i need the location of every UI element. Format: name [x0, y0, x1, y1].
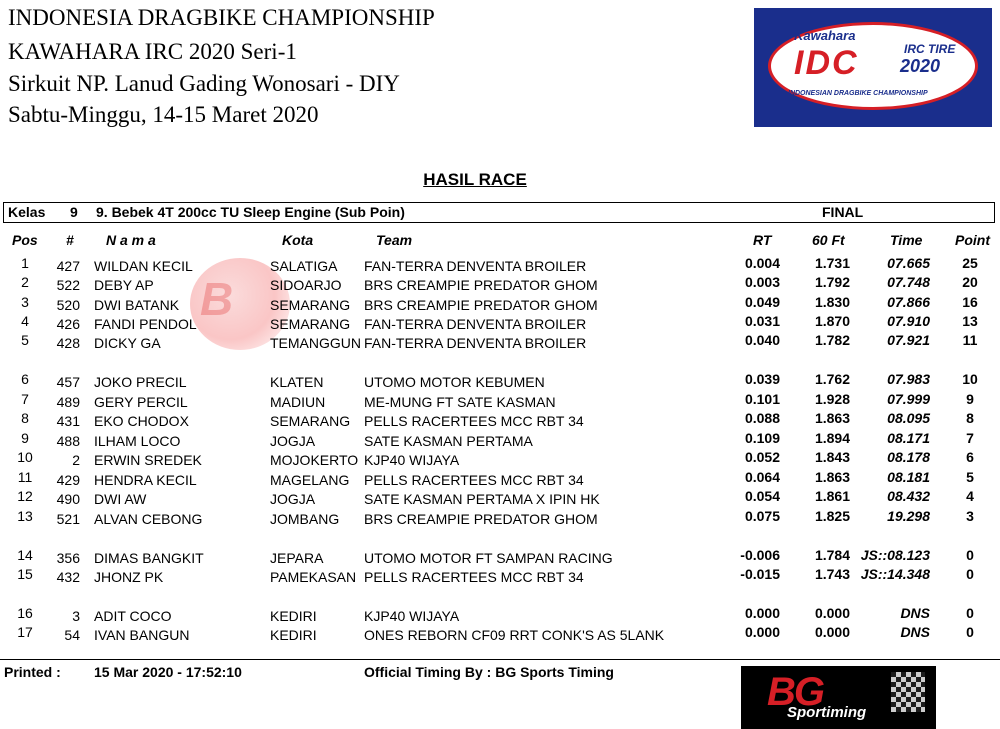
cell-kota: SIDOARJO [270, 277, 342, 293]
cell-team: UTOMO MOTOR FT SAMPAN RACING [364, 550, 613, 566]
cell-time: 08.181 [887, 469, 930, 485]
cell-point: 11 [962, 332, 978, 348]
cell-60ft: 1.731 [814, 255, 850, 271]
cell-name: DICKY GA [94, 335, 161, 351]
footer-divider [0, 659, 1000, 660]
cell-rt: 0.054 [744, 488, 780, 504]
logo-big-text: IDC [794, 44, 859, 82]
cell-name: JOKO PRECIL [94, 374, 187, 390]
cell-rt: 0.031 [744, 313, 780, 329]
table-row [0, 624, 1000, 646]
cell-name: ILHAM LOCO [94, 433, 181, 449]
cell-60ft: 1.863 [814, 410, 850, 426]
logo-subtitle: INDONESIAN DRAGBIKE CHAMPIONSHIP [788, 90, 928, 97]
cell-pos: 1 [21, 255, 29, 271]
cell-pos: 13 [17, 508, 33, 524]
cell-rt: 0.052 [744, 449, 780, 465]
cell-kota: KEDIRI [270, 608, 317, 624]
cell-kota: JOMBANG [270, 511, 340, 527]
cell-rt: 0.000 [744, 605, 780, 621]
cell-60ft: 1.825 [814, 508, 850, 524]
cell-rt: 0.088 [744, 410, 780, 426]
cell-time: 07.866 [887, 294, 930, 310]
cell-pos: 4 [21, 313, 29, 329]
watermark-b-icon: B [200, 273, 234, 325]
col-kota: Kota [282, 232, 314, 248]
header-line-4: Sabtu-Minggu, 14-15 Maret 2020 [8, 102, 319, 127]
cell-point: 0 [966, 624, 974, 640]
printed-label: Printed : [4, 664, 61, 680]
cell-rt: 0.064 [744, 469, 780, 485]
cell-team: BRS CREAMPIE PREDATOR GHOM [364, 511, 598, 527]
cell-team: SATE KASMAN PERTAMA X IPIN HK [364, 491, 600, 507]
cell-time: DNS [900, 624, 930, 640]
cell-60ft: 1.861 [814, 488, 850, 504]
cell-team: FAN-TERRA DENVENTA BROILER [364, 335, 587, 351]
cell-point: 9 [966, 391, 974, 407]
cell-pos: 16 [17, 605, 33, 621]
cell-pos: 6 [21, 371, 29, 387]
cell-name: FANDI PENDOL [94, 316, 197, 332]
cell-60ft: 1.743 [814, 566, 850, 582]
cell-rt: 0.000 [744, 624, 780, 640]
official-timing: Official Timing By : BG Sports Timing [364, 664, 614, 680]
cell-team: KJP40 WIJAYA [364, 452, 460, 468]
cell-name: EKO CHODOX [94, 413, 189, 429]
cell-60ft: 1.782 [814, 332, 850, 348]
cell-no: 426 [56, 316, 80, 332]
bg-sportiming-logo [741, 666, 936, 729]
cell-name: JHONZ PK [94, 569, 164, 585]
cell-no: 431 [56, 413, 80, 429]
cell-team: PELLS RACERTEES MCC RBT 34 [364, 413, 584, 429]
cell-time: DNS [900, 605, 930, 621]
cell-point: 25 [962, 255, 978, 271]
cell-kota: JEPARA [270, 550, 324, 566]
cell-no: 432 [56, 569, 80, 585]
cell-name: ERWIN SREDEK [94, 452, 202, 468]
cell-point: 13 [962, 313, 978, 329]
cell-no: 520 [56, 297, 80, 313]
cell-time: 07.999 [887, 391, 930, 407]
col-team: Team [376, 232, 413, 248]
cell-team: PELLS RACERTEES MCC RBT 34 [364, 472, 584, 488]
cell-point: 4 [966, 488, 974, 504]
cell-rt: -0.015 [740, 566, 780, 582]
cell-rt: 0.040 [744, 332, 780, 348]
cell-time: 08.178 [887, 449, 930, 465]
cell-kota: SEMARANG [270, 297, 351, 313]
cell-60ft: 1.870 [814, 313, 850, 329]
cell-60ft: 1.863 [814, 469, 850, 485]
checkered-flag-icon [891, 672, 925, 712]
cell-team: FAN-TERRA DENVENTA BROILER [364, 316, 587, 332]
cell-pos: 10 [17, 449, 33, 465]
cell-rt: 0.004 [744, 255, 780, 271]
cell-name: WILDAN KECIL [94, 258, 193, 274]
cell-pos: 12 [17, 488, 33, 504]
cell-team: PELLS RACERTEES MCC RBT 34 [364, 569, 584, 585]
class-number: 9 [70, 204, 78, 220]
col-rt: RT [753, 232, 772, 248]
cell-time: 07.910 [887, 313, 930, 329]
cell-kota: MAGELANG [270, 472, 350, 488]
cell-time: 08.432 [887, 488, 930, 504]
cell-rt: 0.003 [744, 274, 780, 290]
idc-logo [754, 8, 992, 127]
cell-team: UTOMO MOTOR KEBUMEN [364, 374, 545, 390]
cell-name: DWI BATANK [94, 297, 180, 313]
cell-name: ADIT COCO [94, 608, 172, 624]
cell-no: 490 [56, 491, 80, 507]
cell-60ft: 1.928 [814, 391, 850, 407]
col-60ft: 60 Ft [812, 232, 845, 248]
cell-60ft: 0.000 [814, 624, 850, 640]
cell-kota: KLATEN [270, 374, 324, 390]
cell-team: FAN-TERRA DENVENTA BROILER [364, 258, 587, 274]
cell-team: SATE KASMAN PERTAMA [364, 433, 533, 449]
cell-kota: MADIUN [270, 394, 326, 410]
col-no: # [66, 232, 74, 248]
cell-point: 0 [966, 547, 974, 563]
logo-sportiming-text: Sportiming [787, 704, 867, 721]
col-name: N a m a [106, 232, 156, 248]
cell-no: 3 [72, 608, 80, 624]
cell-team: ME-MUNG FT SATE KASMAN [364, 394, 556, 410]
cell-pos: 8 [21, 410, 29, 426]
logo-irc: IRC TIRE [904, 42, 956, 56]
table-row [0, 332, 1000, 354]
cell-name: IVAN BANGUN [94, 627, 190, 643]
header-line-3: Sirkuit NP. Lanud Gading Wonosari - DIY [8, 71, 400, 96]
cell-kota: KEDIRI [270, 627, 317, 643]
cell-point: 8 [966, 410, 974, 426]
cell-60ft: 1.762 [814, 371, 850, 387]
header-line-2: KAWAHARA IRC 2020 Seri-1 [8, 39, 297, 64]
class-info-box [3, 202, 995, 223]
cell-name: DIMAS BANGKIT [94, 550, 204, 566]
cell-no: 521 [56, 511, 80, 527]
cell-time: JS::14.348 [860, 566, 930, 582]
cell-60ft: 0.000 [814, 605, 850, 621]
cell-time: 07.921 [887, 332, 930, 348]
cell-pos: 15 [17, 566, 33, 582]
cell-kota: JOGJA [270, 433, 316, 449]
cell-team: BRS CREAMPIE PREDATOR GHOM [364, 297, 598, 313]
cell-time: 07.665 [887, 255, 930, 271]
cell-no: 2 [72, 452, 80, 468]
cell-name: GERY PERCIL [94, 394, 188, 410]
cell-no: 522 [56, 277, 80, 293]
cell-pos: 9 [21, 430, 29, 446]
cell-time: JS::08.123 [860, 547, 930, 563]
logo-bg-text: BG [767, 670, 823, 714]
cell-point: 6 [966, 449, 974, 465]
cell-time: 08.095 [887, 410, 930, 426]
cell-no: 489 [56, 394, 80, 410]
cell-point: 5 [966, 469, 974, 485]
cell-kota: JOGJA [270, 491, 316, 507]
cell-team: BRS CREAMPIE PREDATOR GHOM [364, 277, 598, 293]
cell-60ft: 1.843 [814, 449, 850, 465]
cell-no: 356 [56, 550, 80, 566]
col-pos: Pos [12, 232, 38, 248]
cell-no: 488 [56, 433, 80, 449]
cell-name: DEBY AP [94, 277, 154, 293]
cell-point: 3 [966, 508, 974, 524]
cell-rt: 0.039 [744, 371, 780, 387]
cell-pos: 2 [21, 274, 29, 290]
col-point: Point [955, 232, 990, 248]
page-title: HASIL RACE [423, 170, 527, 189]
logo-year: 2020 [900, 56, 941, 76]
class-stage: FINAL [822, 204, 864, 220]
table-row [0, 508, 1000, 530]
cell-rt: 0.109 [744, 430, 780, 446]
printed-timestamp: 15 Mar 2020 - 17:52:10 [94, 664, 242, 680]
cell-pos: 11 [17, 469, 33, 485]
col-time: Time [890, 232, 923, 248]
cell-time: 07.748 [887, 274, 930, 290]
cell-pos: 5 [21, 332, 29, 348]
cell-point: 10 [962, 371, 978, 387]
cell-rt: -0.006 [740, 547, 780, 563]
cell-60ft: 1.830 [814, 294, 850, 310]
cell-point: 20 [962, 274, 978, 290]
cell-kota: SALATIGA [270, 258, 338, 274]
cell-pos: 3 [21, 294, 29, 310]
cell-rt: 0.075 [744, 508, 780, 524]
cell-point: 7 [966, 430, 974, 446]
cell-team: KJP40 WIJAYA [364, 608, 460, 624]
cell-pos: 17 [17, 624, 33, 640]
class-label: Kelas [8, 204, 46, 220]
cell-rt: 0.049 [744, 294, 780, 310]
table-row [0, 566, 1000, 588]
cell-rt: 0.101 [744, 391, 780, 407]
class-name: 9. Bebek 4T 200cc TU Sleep Engine (Sub Poin) [96, 204, 405, 220]
cell-60ft: 1.894 [814, 430, 850, 446]
cell-team: ONES REBORN CF09 RRT CONK'S AS 5LANK [364, 627, 665, 643]
cell-60ft: 1.784 [814, 547, 850, 563]
cell-pos: 14 [17, 547, 33, 563]
cell-no: 428 [56, 335, 80, 351]
cell-pos: 7 [21, 391, 29, 407]
cell-kota: SEMARANG [270, 316, 351, 332]
cell-time: 08.171 [887, 430, 930, 446]
cell-time: 19.298 [887, 508, 930, 524]
cell-point: 16 [962, 294, 978, 310]
cell-name: HENDRA KECIL [94, 472, 197, 488]
cell-kota: TEMANGGUN [270, 335, 361, 351]
cell-no: 429 [56, 472, 80, 488]
cell-name: ALVAN CEBONG [94, 511, 203, 527]
header-line-1: INDONESIA DRAGBIKE CHAMPIONSHIP [8, 5, 435, 30]
cell-kota: SEMARANG [270, 413, 351, 429]
cell-no: 54 [64, 627, 80, 643]
cell-no: 427 [56, 258, 80, 274]
cell-kota: MOJOKERTO [270, 452, 359, 468]
cell-name: DWI AW [94, 491, 147, 507]
cell-point: 0 [966, 605, 974, 621]
cell-60ft: 1.792 [814, 274, 850, 290]
cell-time: 07.983 [887, 371, 930, 387]
cell-no: 457 [56, 374, 80, 390]
cell-kota: PAMEKASAN [270, 569, 357, 585]
cell-point: 0 [966, 566, 974, 582]
logo-brand: Kawahara [794, 28, 856, 43]
